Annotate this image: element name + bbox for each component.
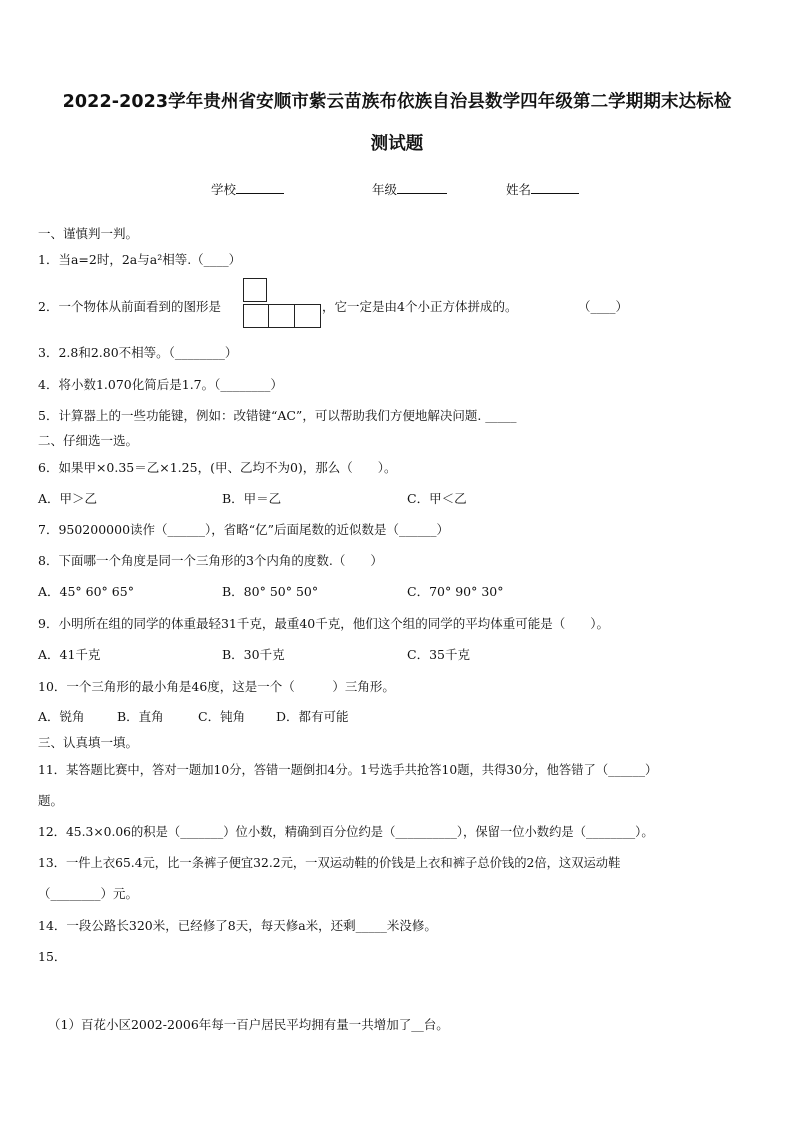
- question-13-cont: （________）元。: [38, 886, 139, 901]
- section-heading: 二、仔细选一选。: [38, 433, 139, 448]
- school-field: [211, 180, 284, 198]
- section-heading: 一、谨慎判一判。: [38, 226, 139, 241]
- question-7: 7．950200000读作（______），省略“亿”后面尾数的近似数是（______）: [38, 522, 450, 537]
- question-12: 12．45.3×0.06的积是（_______）位小数，精确到百分位约是（__________），保留一位小数约是（________）。: [38, 825, 654, 839]
- page-title: 2022-2023学年贵州省安顺市紫云苗族布依族自治县数学四年级第二学期期末达标检: [62, 92, 732, 112]
- name-field: [506, 180, 579, 198]
- name-label: 姓名: [506, 182, 532, 197]
- question-11-cont: 题。: [38, 793, 64, 808]
- figure-square: [243, 304, 269, 328]
- q10-option-a[interactable]: A．锐角: [38, 709, 85, 724]
- q9-option-b[interactable]: B．30千克: [222, 647, 285, 662]
- school-label: 学校: [211, 182, 237, 197]
- question-2-answer: （____）: [578, 299, 629, 314]
- q6-option-a[interactable]: A．甲＞乙: [38, 491, 98, 506]
- question-6: 6．如果甲×0.35＝乙×1.25，(甲、乙均不为0)，那么（ ）。: [38, 460, 397, 475]
- question-8: 8．下面哪一个角度是同一个三角形的3个内角的度数.（ ）: [38, 553, 383, 568]
- figure-square: [243, 278, 267, 302]
- name-blank[interactable]: [531, 182, 579, 194]
- q9-option-c[interactable]: C．35千克: [407, 647, 470, 662]
- question-15: 15．: [38, 949, 67, 964]
- q8-option-c[interactable]: C．70° 90° 30°: [407, 584, 504, 599]
- q8-option-a[interactable]: A．45° 60° 65°: [38, 584, 134, 599]
- question-13: 13．一件上衣65.4元，比一条裤子便宜32.2元，一双运动鞋的价钱是上衣和裤子总价钱的2倍，这双运动鞋: [38, 856, 621, 870]
- q6-option-b[interactable]: B．甲＝乙: [222, 491, 282, 506]
- question-2-continuation: ，它一定是由4个小正方体拼成的。: [322, 299, 518, 314]
- q9-option-a[interactable]: A．41千克: [38, 647, 101, 662]
- school-blank[interactable]: [236, 182, 284, 194]
- q10-option-b[interactable]: B．直角: [117, 709, 164, 724]
- question-9: 9．小明所在组的同学的体重最轻31千克，最重40千克，他们这个组的同学的平均体重可能是（ ）。: [38, 616, 610, 631]
- figure-square: [268, 304, 295, 328]
- front-view-figure: [243, 278, 321, 330]
- question-5: 5．计算器上的一些功能键，例如：改错键“AC”，可以帮助我们方便地解决问题. _____: [38, 408, 517, 423]
- question-2-text: 2．一个物体从前面看到的图形是: [38, 299, 221, 314]
- section-heading: 三、认真填一填。: [38, 735, 139, 750]
- question-1: 1．当a=2时，2a与a²相等.（____）: [38, 252, 242, 267]
- question-10: 10．一个三角形的最小角是46度，这是一个（ ）三角形。: [38, 679, 395, 694]
- question-4: 4．将小数1.070化简后是1.7。（________）: [38, 377, 283, 392]
- grade-field: [372, 180, 447, 198]
- question-3: 3．2.8和2.80不相等。（________）: [38, 345, 238, 360]
- q8-option-b[interactable]: B．80° 50° 50°: [222, 584, 319, 599]
- question-14: 14．一段公路长320米，已经修了8天，每天修a米，还剩_____米没修。: [38, 918, 437, 933]
- q6-option-c[interactable]: C．甲＜乙: [407, 491, 467, 506]
- grade-blank[interactable]: [397, 182, 447, 194]
- q10-option-c[interactable]: C．钝角: [198, 709, 246, 724]
- question-15-part-1: （1）百花小区2002-2006年每一百户居民平均拥有量一共增加了__台。: [48, 1017, 449, 1032]
- question-11: 11．某答题比赛中，答对一题加10分，答错一题倒扣4分。1号选手共抢答10题，共得30分，他答错了（______）: [38, 763, 658, 777]
- page-title-line2: 测试题: [370, 134, 424, 154]
- figure-square: [294, 304, 321, 328]
- q10-option-d[interactable]: D．都有可能: [276, 709, 349, 724]
- grade-label: 年级: [372, 182, 398, 197]
